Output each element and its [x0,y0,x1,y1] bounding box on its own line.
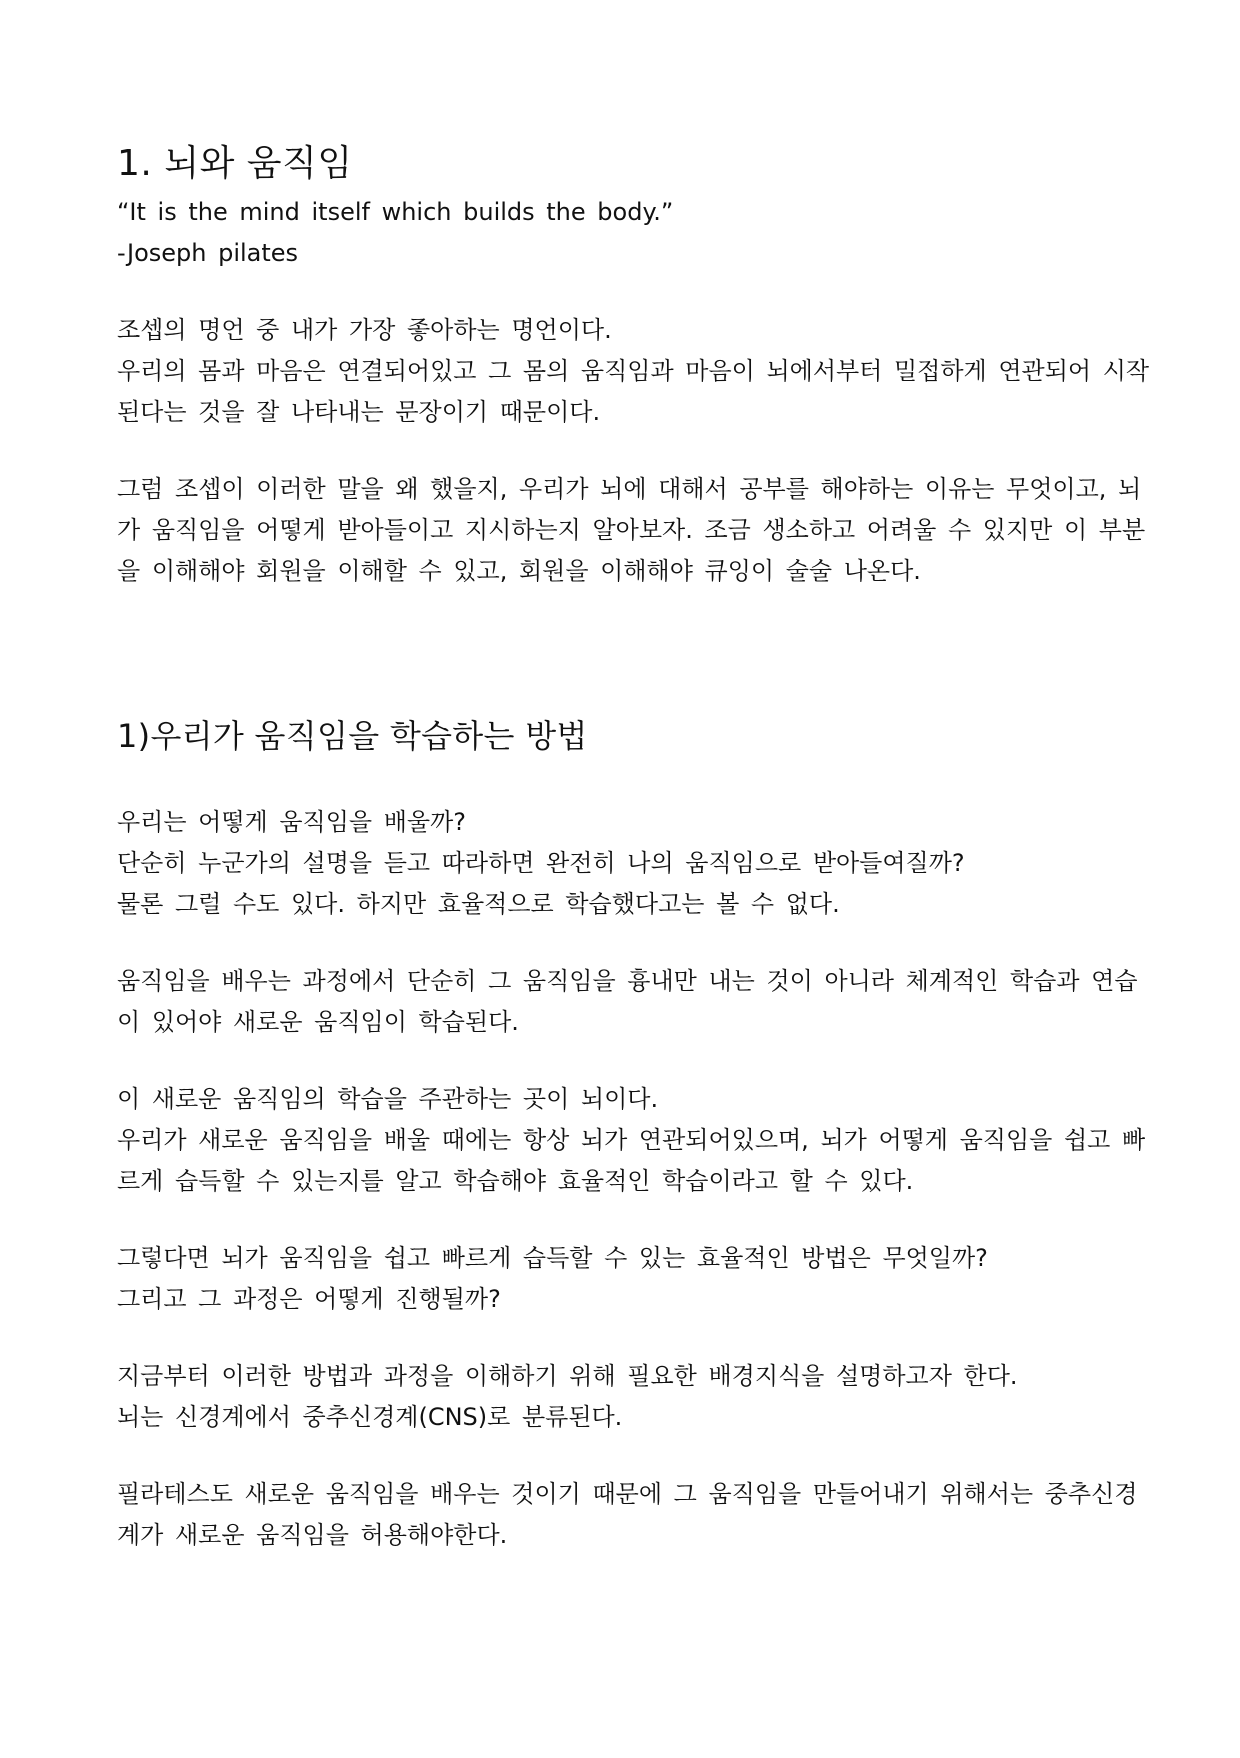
text-line: 지금부터 이러한 방법과 과정을 이해하기 위해 필요한 배경지식을 설명하고자 한다. [117,1362,1018,1390]
paragraph-gap [117,1043,1127,1079]
text-line: 우리의 몸과 마음은 연결되어있고 그 몸의 움직임과 마음이 뇌에서부터 밀접하게 연관되어 시작 [117,357,1150,385]
text-line: 필라테스도 새로운 움직임을 배우는 것이기 때문에 그 움직임을 만들어내기 위해서는 중추신경 [117,1480,1138,1508]
section-2-paragraph-1 [117,802,1127,925]
section-gap [117,592,1127,714]
section-2-paragraph-3 [117,1079,1146,1202]
text-line: 단순히 누군가의 설명을 듣고 따라하면 완전히 나의 움직임으로 받아들여질까? [117,849,965,877]
paragraph-gap [117,1320,1127,1356]
quote-author: -Joseph pilates [117,239,299,267]
text-line: 물론 그럴 수도 있다. 하지만 효율적으로 학습했다고는 볼 수 없다. [117,890,840,918]
paragraph-gap [117,433,1127,469]
text-line: 계가 새로운 움직임을 허용해야한다. [117,1521,508,1549]
text-line: 이 새로운 움직임의 학습을 주관하는 곳이 뇌이다. [117,1085,659,1113]
text-line: 가 움직임을 어떻게 받아들이고 지시하는지 알아보자. 조금 생소하고 어려울 수 있지만 이 부분 [117,516,1146,544]
section-2-paragraph-4 [117,1238,1127,1320]
section-1-paragraph-1 [117,310,1150,433]
paragraph-gap [117,925,1127,961]
section-1-paragraph-2 [117,469,1146,592]
section-2-title: 1)우리가 움직임을 학습하는 방법 [117,717,588,755]
text-line: 뇌는 신경계에서 중추신경계(CNS)로 분류된다. [117,1403,623,1431]
section-2-paragraph-6 [117,1474,1138,1556]
text-line: 우리가 새로운 움직임을 배울 때에는 항상 뇌가 연관되어있으며, 뇌가 어떻게 움직임을 쉽고 빠 [117,1126,1146,1154]
text-line: 조셉의 명언 중 내가 가장 좋아하는 명언이다. [117,316,612,344]
text-line: 움직임을 배우는 과정에서 단순히 그 움직임을 흉내만 내는 것이 아니라 체계적인 학습과 연습 [117,967,1138,995]
text-line: 그리고 그 과정은 어떻게 진행될까? [117,1285,501,1313]
text-line: 그렇다면 뇌가 움직임을 쉽고 빠르게 습득할 수 있는 효율적인 방법은 무엇일까? [117,1244,988,1272]
text-line: 그럼 조셉이 이러한 말을 왜 했을지, 우리가 뇌에 대해서 공부를 해야하는 이유는 무엇이고, 뇌 [117,475,1142,503]
text-line: 된다는 것을 잘 나타내는 문장이기 때문이다. [117,398,601,426]
text-line: 이 있어야 새로운 움직임이 학습된다. [117,1008,519,1036]
section-2-paragraph-5 [117,1356,1127,1438]
document-page [117,140,1150,1556]
paragraph-gap [117,274,1127,310]
text-line: 을 이해해야 회원을 이해할 수 있고, 회원을 이해해야 큐잉이 술술 나온다. [117,557,921,585]
section-1-title: 1. 뇌와 움직임 [117,143,353,184]
section-2-paragraph-2 [117,961,1138,1043]
text-line: 르게 습득할 수 있는지를 알고 학습해야 효율적인 학습이라고 할 수 있다. [117,1167,914,1195]
paragraph-gap [117,1438,1127,1474]
quote-text: “It is the mind itself which builds the body.” [117,198,674,226]
paragraph-gap [117,1202,1127,1238]
heading-gap [117,758,1127,802]
text-line: 우리는 어떻게 움직임을 배울까? [117,808,467,836]
